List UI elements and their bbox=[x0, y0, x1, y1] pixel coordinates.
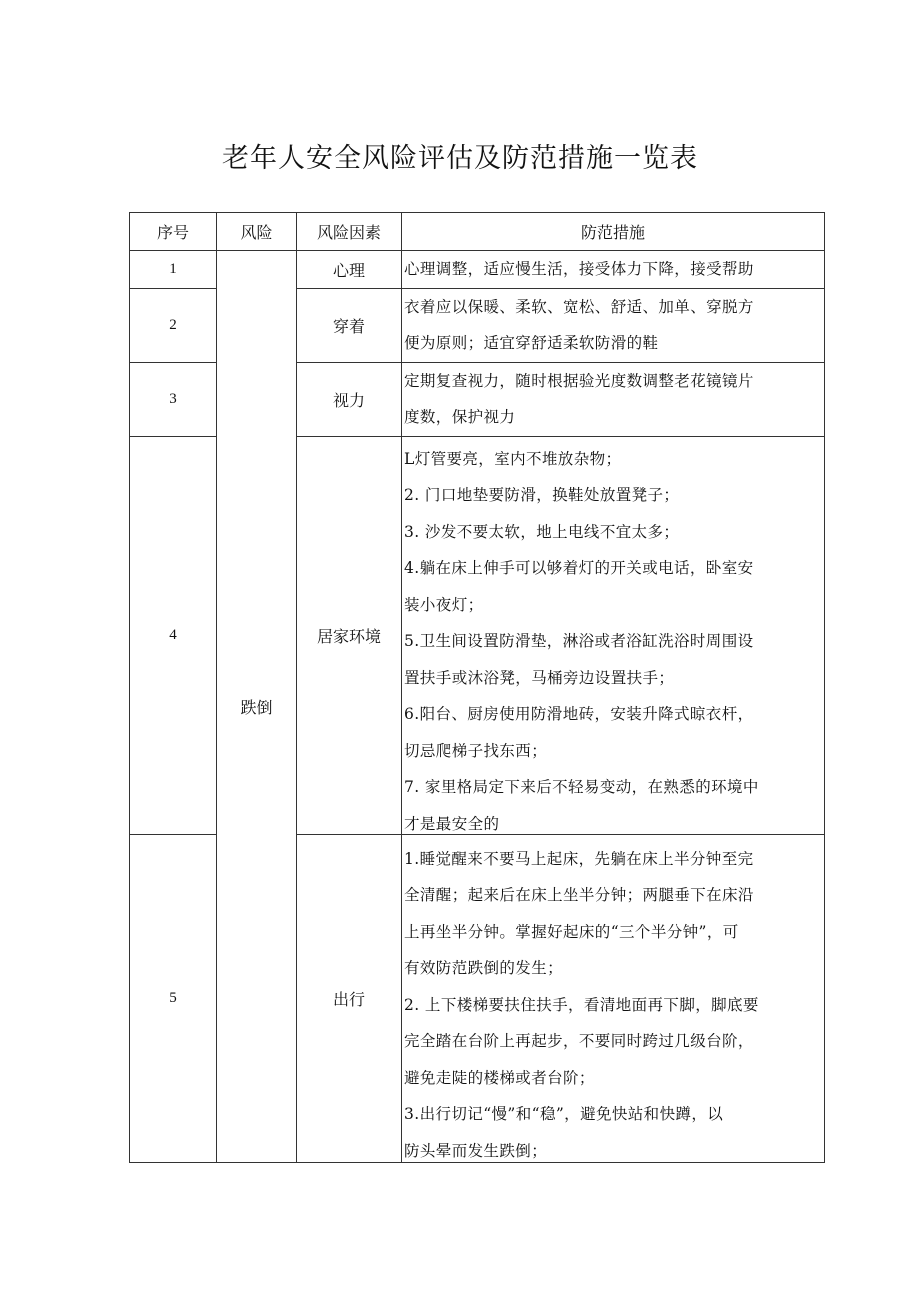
measure-line: 6.阳台、厨房使用防滑地砖，安装升降式晾衣杆， bbox=[404, 705, 754, 723]
measure-line: 心理调整，适应慢生活，接受体力下降，接受帮助 bbox=[404, 260, 754, 278]
measures-cell bbox=[402, 436, 825, 834]
measure-line: 2. 门口地垫要防滑，换鞋处放置凳子； bbox=[404, 486, 680, 504]
measure-line: 置扶手或沐浴凳，马桶旁边设置扶手； bbox=[404, 668, 675, 687]
measure-line: 完全踏在台阶上再起步，不要同时跨过几级台阶， bbox=[404, 1032, 754, 1050]
risk-factor: 居家环境 bbox=[297, 436, 402, 834]
measure-line: 3. 沙发不要太软，地上电线不宜太多； bbox=[404, 522, 680, 541]
header-factor: 风险因素 bbox=[297, 213, 402, 251]
page-title: 老年人安全风险评估及防范措施一览表 bbox=[222, 143, 698, 174]
measure-line: 度数，保护视力 bbox=[404, 408, 516, 426]
measure-line: 衣着应以保暖、柔软、宽松、舒适、加单、穿脱方 bbox=[404, 297, 754, 316]
measure-line: L灯管要亮，室内不堆放杂物； bbox=[404, 449, 622, 468]
risk-factor: 心理 bbox=[297, 251, 402, 289]
table-header-row bbox=[130, 213, 825, 251]
measure-line: 全清醒；起来后在床上坐半分钟；两腿垂下在床沿 bbox=[404, 886, 754, 904]
risk-factor: 出行 bbox=[297, 834, 402, 1162]
measure-line: 避免走陡的楼梯或者台阶； bbox=[404, 1068, 595, 1087]
row-number: 4 bbox=[130, 436, 217, 834]
measure-line: 便为原则；适宜穿舒适柔软防滑的鞋 bbox=[404, 334, 659, 352]
table-row bbox=[130, 251, 825, 289]
measure-line: 7. 家里格局定下来后不轻易变动，在熟悉的环境中 bbox=[404, 778, 759, 796]
measure-line: 才是最安全的 bbox=[404, 814, 500, 833]
measure-line: 有效防范跌倒的发生； bbox=[404, 959, 564, 977]
header-no: 序号 bbox=[130, 213, 217, 251]
measure-line: 装小夜灯； bbox=[404, 595, 484, 614]
measures-cell bbox=[402, 834, 825, 1162]
row-number: 5 bbox=[130, 834, 217, 1162]
measure-line: 定期复查视力，随时根据验光度数调整老花镜镜片 bbox=[404, 371, 754, 390]
header-risk: 风险 bbox=[217, 213, 297, 251]
measure-line: 5.卫生间设置防滑垫，淋浴或者浴缸洗浴时周围设 bbox=[404, 632, 754, 650]
measure-line: 上再坐半分钟。掌握好起床的“三个半分钟”，可 bbox=[404, 922, 739, 941]
measures-cell bbox=[402, 362, 825, 436]
measures-cell bbox=[402, 251, 825, 289]
header-measures: 防范措施 bbox=[402, 213, 825, 251]
measure-line: 1.睡觉醒来不要马上起床，先躺在床上半分钟至完 bbox=[404, 849, 754, 868]
risk-assessment-table bbox=[129, 212, 825, 1163]
row-number: 1 bbox=[130, 251, 217, 289]
row-number: 2 bbox=[130, 288, 217, 362]
measure-line: 2. 上下楼梯要扶住扶手，看清地面再下脚，脚底要 bbox=[404, 995, 759, 1014]
risk-factor: 穿着 bbox=[297, 288, 402, 362]
risk-group-cell: 跌倒 bbox=[217, 251, 297, 1163]
measure-line: 防头晕而发生跌倒； bbox=[404, 1141, 548, 1160]
measure-line: 4.躺在床上伸手可以够着灯的开关或电话，卧室安 bbox=[404, 559, 754, 577]
measures-cell bbox=[402, 288, 825, 362]
row-number: 3 bbox=[130, 362, 217, 436]
risk-factor: 视力 bbox=[297, 362, 402, 436]
measure-line: 切忌爬梯子找东西； bbox=[404, 741, 548, 760]
measure-line: 3.出行切记“慢”和“稳”，避免快站和快蹲，以 bbox=[404, 1105, 724, 1123]
